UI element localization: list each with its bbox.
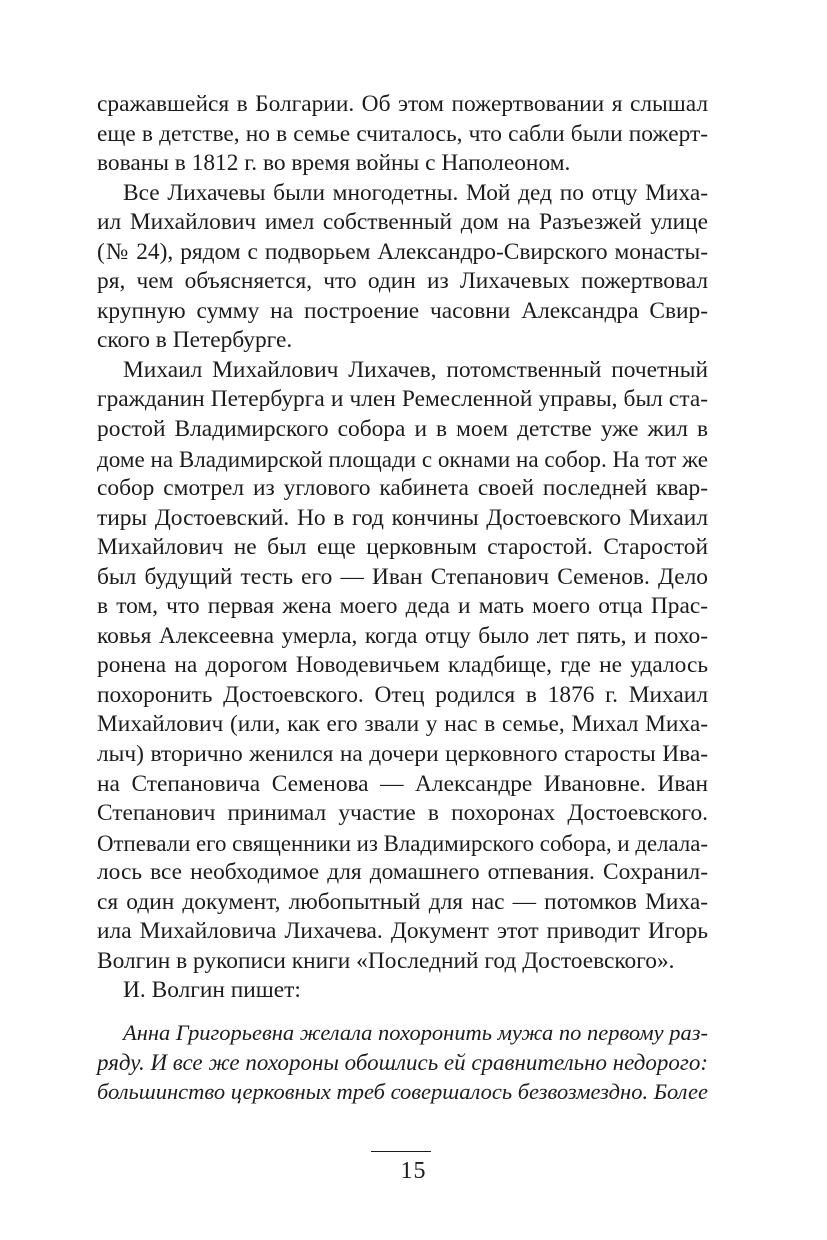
text-line: тиры Достоевский. Но в год кончины Достоевского Михаил	[97, 504, 708, 531]
text-line: на Степановича Семенова — Александре Ивановне. Иван	[97, 770, 708, 797]
paragraph-start-line: Михаил Михайлович Лихачев, потомственный почетный	[123, 356, 708, 383]
text-line: Михайлович не был еще церковным старостой. Старостой	[97, 534, 708, 561]
text-line: еще в детстве, но в семье считалось, что сабли были пожерт-	[97, 120, 708, 147]
text-line: Михайлович (или, как его звали у нас в семье, Михал Миха-	[97, 711, 708, 738]
text-line: ковья Алексеевна умерла, когда отцу было лет пять, и похо-	[97, 622, 708, 649]
text-line: гражданин Петербурга и член Ремесленной управы, был ста-	[97, 386, 708, 413]
text-line: в том, что первая жена моего деда и мать моего отца Прас-	[97, 593, 708, 620]
text-line: ил Михайлович имел собственный дом на Разъезжей улице	[97, 209, 708, 236]
quote-line: ряду. И все же похороны обошлись ей сравнительно недорого:	[97, 1049, 708, 1075]
paragraph-start-line: И. Волгин пишет:	[123, 977, 301, 1004]
text-line: ростой Владимирского собора и в моем детстве уже жил в	[97, 416, 708, 443]
block-quote	[97, 1018, 708, 1107]
text-line: крупную сумму на построение часовни Александра Свир-	[97, 297, 708, 324]
text-line: вованы в 1812 г. во время войны с Наполеоном.	[97, 150, 571, 177]
text-line: похоронить Достоевского. Отец родился в 1876 г. Михаил	[97, 681, 708, 708]
text-line: ского в Петербурге.	[97, 327, 293, 354]
text-line: ила Михайловича Лихачева. Документ этот приводит Игорь	[97, 918, 708, 945]
page-number: 15	[400, 1158, 427, 1184]
text-line: Отпевали его священники из Владимирского собора, и делала-	[97, 830, 708, 856]
text-line: (№ 24), рядом с подворьем Александро-Свирского монасты-	[97, 238, 708, 265]
text-line: Степанович принимал участие в похоронах Достоевского.	[97, 800, 708, 827]
main-text	[97, 90, 708, 1006]
text-line: сражавшейся в Болгарии. Об этом пожертвовании я слышал	[97, 91, 708, 117]
quote-line: большинство церковных треб совершалось безвозмездно. Более	[97, 1079, 709, 1105]
text-line: ся один документ, любопытный для нас — потомков Миха-	[97, 888, 708, 915]
text-line: ронена на дорогом Новодевичьем кладбище, где не удалось	[97, 652, 708, 679]
text-line: ря, чем объясняется, что один из Лихачевых пожертвовал	[97, 268, 708, 295]
paragraph-start-line: Все Лихачевы были многодетны. Мой дед по отцу Миха-	[123, 179, 708, 206]
quote-line: Анна Григорьевна желала похоронить мужа по первому раз-	[123, 1020, 708, 1045]
text-line: был будущий тесть его — Иван Степанович Семенов. Дело	[97, 563, 708, 590]
footer-rule	[371, 1151, 431, 1152]
text-line: собор смотрел из углового кабинета своей последней квар-	[97, 475, 708, 502]
text-line: лось все необходимое для домашнего отпевания. Сохранил-	[97, 859, 708, 886]
text-line: лыч) вторично женился на дочери церковного старосты Ива-	[97, 741, 708, 768]
text-line: доме на Владимирской площади с окнами на собор. На тот же	[97, 445, 708, 472]
text-line: Волгин в рукописи книги «Последний год Достоевского».	[97, 947, 675, 974]
